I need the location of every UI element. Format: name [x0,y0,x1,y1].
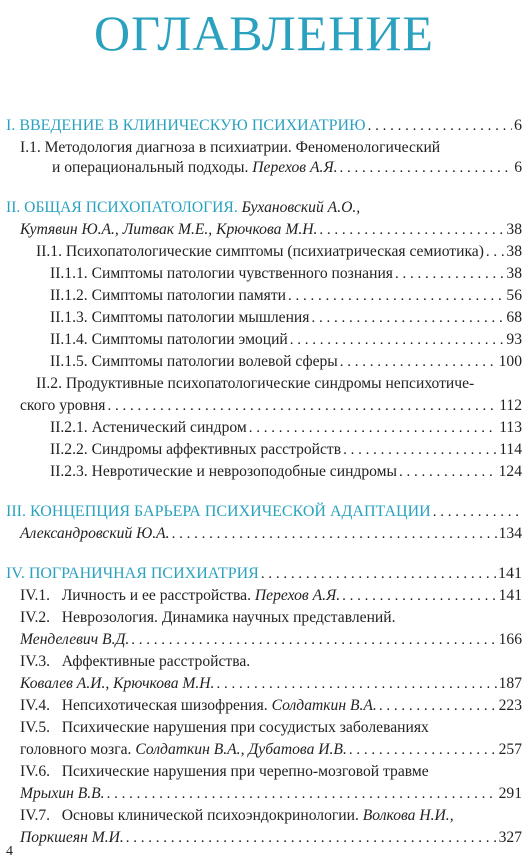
toc-author: Кутявин Ю.А., Литвак М.Е., Крючкова М.Н. [20,221,318,238]
toc-item-2-1-4[interactable] [50,330,522,350]
toc-item-text: I.1. Методология диагноза в психиатрии. Феноменологический [20,139,441,156]
leader-dots [216,674,496,694]
leader-dots [399,462,497,482]
toc-page-number: 6 [514,117,522,134]
toc-item-text: II.2.3. Невротические и неврозоподобные синдромы [50,463,397,480]
toc-page-number: 166 [498,631,522,648]
toc-item-4-4[interactable] [20,696,522,716]
toc-item-2-2-2[interactable] [50,440,522,460]
leader-dots [486,242,505,262]
toc-item-text: IV.7. Основы клинической психоэндокринологии. [20,807,359,824]
toc-item-2-2-cont[interactable] [20,396,522,416]
toc-item-4-2[interactable] [20,608,522,628]
toc-page-number: 38 [506,265,522,282]
leader-dots [107,396,497,416]
toc-item-4-6-author[interactable] [20,784,522,804]
toc-page-number: 187 [498,675,522,692]
toc-page-number: 134 [498,525,522,542]
toc-page-number: 93 [506,331,522,348]
toc-item-text: IV.5. Психические нарушения при сосудистых заболеваниях [20,719,429,736]
toc-page-number: 223 [498,697,522,714]
leader-dots [395,264,504,284]
toc-author: Перехов А.Я. [254,587,341,604]
leader-dots [288,286,504,306]
toc-author: Поркшеян М.И. [20,829,124,846]
leader-dots [343,440,497,460]
leader-dots [126,828,497,848]
toc-item-text: и операциональный подходы. [52,159,249,176]
toc-item-4-5-cont[interactable] [20,740,522,760]
toc-item-4-7-author[interactable] [20,828,522,848]
toc-item-text: головного мозга. [20,741,132,758]
toc-author: Менделевич В.Д. [20,631,130,648]
toc-page-number: 114 [499,441,522,458]
toc-item-text: IV.4. Непсихотическая шизофрения. [20,697,268,714]
leader-dots [311,308,504,328]
toc-author: Солдаткин В.А., Дубатова И.В. [135,741,347,758]
toc-item-2-1-2[interactable] [50,286,522,306]
toc-item-1-1-cont[interactable] [52,158,522,178]
toc-page-number: 257 [498,741,522,758]
toc-item-2-2[interactable] [36,374,522,394]
toc-author: Волкова Н.И., [362,807,454,824]
page-title: ОГЛАВЛЕНИЕ [94,5,434,61]
toc-item-text: IV.3. Аффективные расстройства. [20,653,251,670]
toc-author: Александровский Ю.А. [20,525,170,542]
toc-section-3-author[interactable] [20,524,522,544]
leader-dots [290,330,505,350]
toc-item-2-1-5[interactable] [50,352,522,372]
toc-item-4-6[interactable] [20,762,522,782]
toc-item-4-1[interactable] [20,586,522,606]
leader-dots [433,502,520,522]
page-number: 4 [6,844,13,859]
toc-page-number: 38 [506,243,522,260]
toc-author: Ковалев А.И., Крючкова М.Н. [20,675,215,692]
toc-item-text: II.2.2. Синдромы аффективных расстройств [50,441,342,458]
leader-dots [261,564,496,584]
toc-item-2-2-1[interactable] [50,418,522,438]
toc-page-number: 56 [506,287,522,304]
leader-dots [349,740,497,760]
leader-dots [131,630,496,650]
toc-item-4-3[interactable] [20,652,522,672]
toc-section-4[interactable] [6,564,522,584]
toc-item-4-5[interactable] [20,718,522,738]
toc-page-number: 141 [498,587,522,604]
leader-dots [379,696,497,716]
toc-item-text: II.2.1. Астенический синдром [50,419,247,436]
toc-section-2-authors[interactable] [20,220,522,240]
toc-item-text: II.1.4. Симптомы патологии эмоций [50,331,288,348]
leader-dots [172,524,497,544]
toc-page-number: 6 [514,159,522,176]
toc-item-2-1-1[interactable] [50,264,522,284]
toc-page-number: 141 [498,565,522,582]
toc-item-4-7[interactable] [20,806,522,826]
toc-section-3-label: III. КОНЦЕПЦИЯ БАРЬЕРА ПСИХИЧЕСКОЙ АДАПТАЦИИ [6,503,431,520]
toc-author: Перехов А.Я. [252,159,338,176]
toc-item-text: II.1.3. Симптомы патологии мышления [50,309,310,326]
toc-page-number: 68 [506,309,522,326]
toc-section-3[interactable] [6,502,522,522]
toc-page-number: 291 [498,785,522,802]
toc-section-1[interactable] [6,116,522,136]
toc-item-text: IV.1. Личность и ее расстройства. [20,587,251,604]
toc-section-2[interactable] [6,198,522,218]
toc-author: Солдаткин В.А. [271,697,377,714]
toc-item-4-2-author[interactable] [20,630,522,650]
leader-dots [319,220,504,240]
toc-item-text: IV.2. Неврозология. Динамика научных представлений. [20,609,396,626]
toc-author: Бухановский А.О., [241,199,361,216]
toc-item-text: II.2. Продуктивные психопатологические синдромы непсихотиче- [36,375,475,392]
toc-item-4-3-author[interactable] [20,674,522,694]
toc-page-number: 100 [498,353,522,370]
leader-dots [340,352,497,372]
toc-item-2-1[interactable] [36,242,522,262]
leader-dots [340,158,513,178]
toc-item-text: II.1.2. Симптомы патологии памяти [50,287,286,304]
toc-section-1-label: I. ВВЕДЕНИЕ В КЛИНИЧЕСКУЮ ПСИХИАТРИЮ [6,117,366,134]
toc-author: Мрыхин В.В. [20,785,105,802]
toc-section-2-label: II. ОБЩАЯ ПСИХОПАТОЛОГИЯ. [6,199,238,216]
toc-item-text: ского уровня [20,397,106,414]
toc-item-text: II.1.1. Симптомы патологии чувственного познания [50,265,393,282]
toc-item-2-2-3[interactable] [50,462,522,482]
toc-page-number: 38 [506,221,522,238]
toc-item-1-1[interactable] [20,138,522,158]
leader-dots [249,418,497,438]
toc-item-text: II.1.5. Симптомы патологии волевой сферы [50,353,338,370]
toc-page-number: 327 [498,829,522,846]
leader-dots [368,116,512,136]
toc-page-number: 124 [498,463,522,480]
toc-page-number: 112 [499,397,522,414]
toc-item-2-1-3[interactable] [50,308,522,328]
toc-item-text: IV.6. Психические нарушения при черепно-мозговой травме [20,763,429,780]
toc-section-4-label: IV. ПОГРАНИЧНАЯ ПСИХИАТРИЯ [6,565,259,582]
toc-item-text: II.1. Психопатологические симптомы (психиатрическая семиотика) [36,243,484,260]
leader-dots [342,586,496,606]
toc-page-number: 113 [499,419,522,436]
leader-dots [107,784,497,804]
